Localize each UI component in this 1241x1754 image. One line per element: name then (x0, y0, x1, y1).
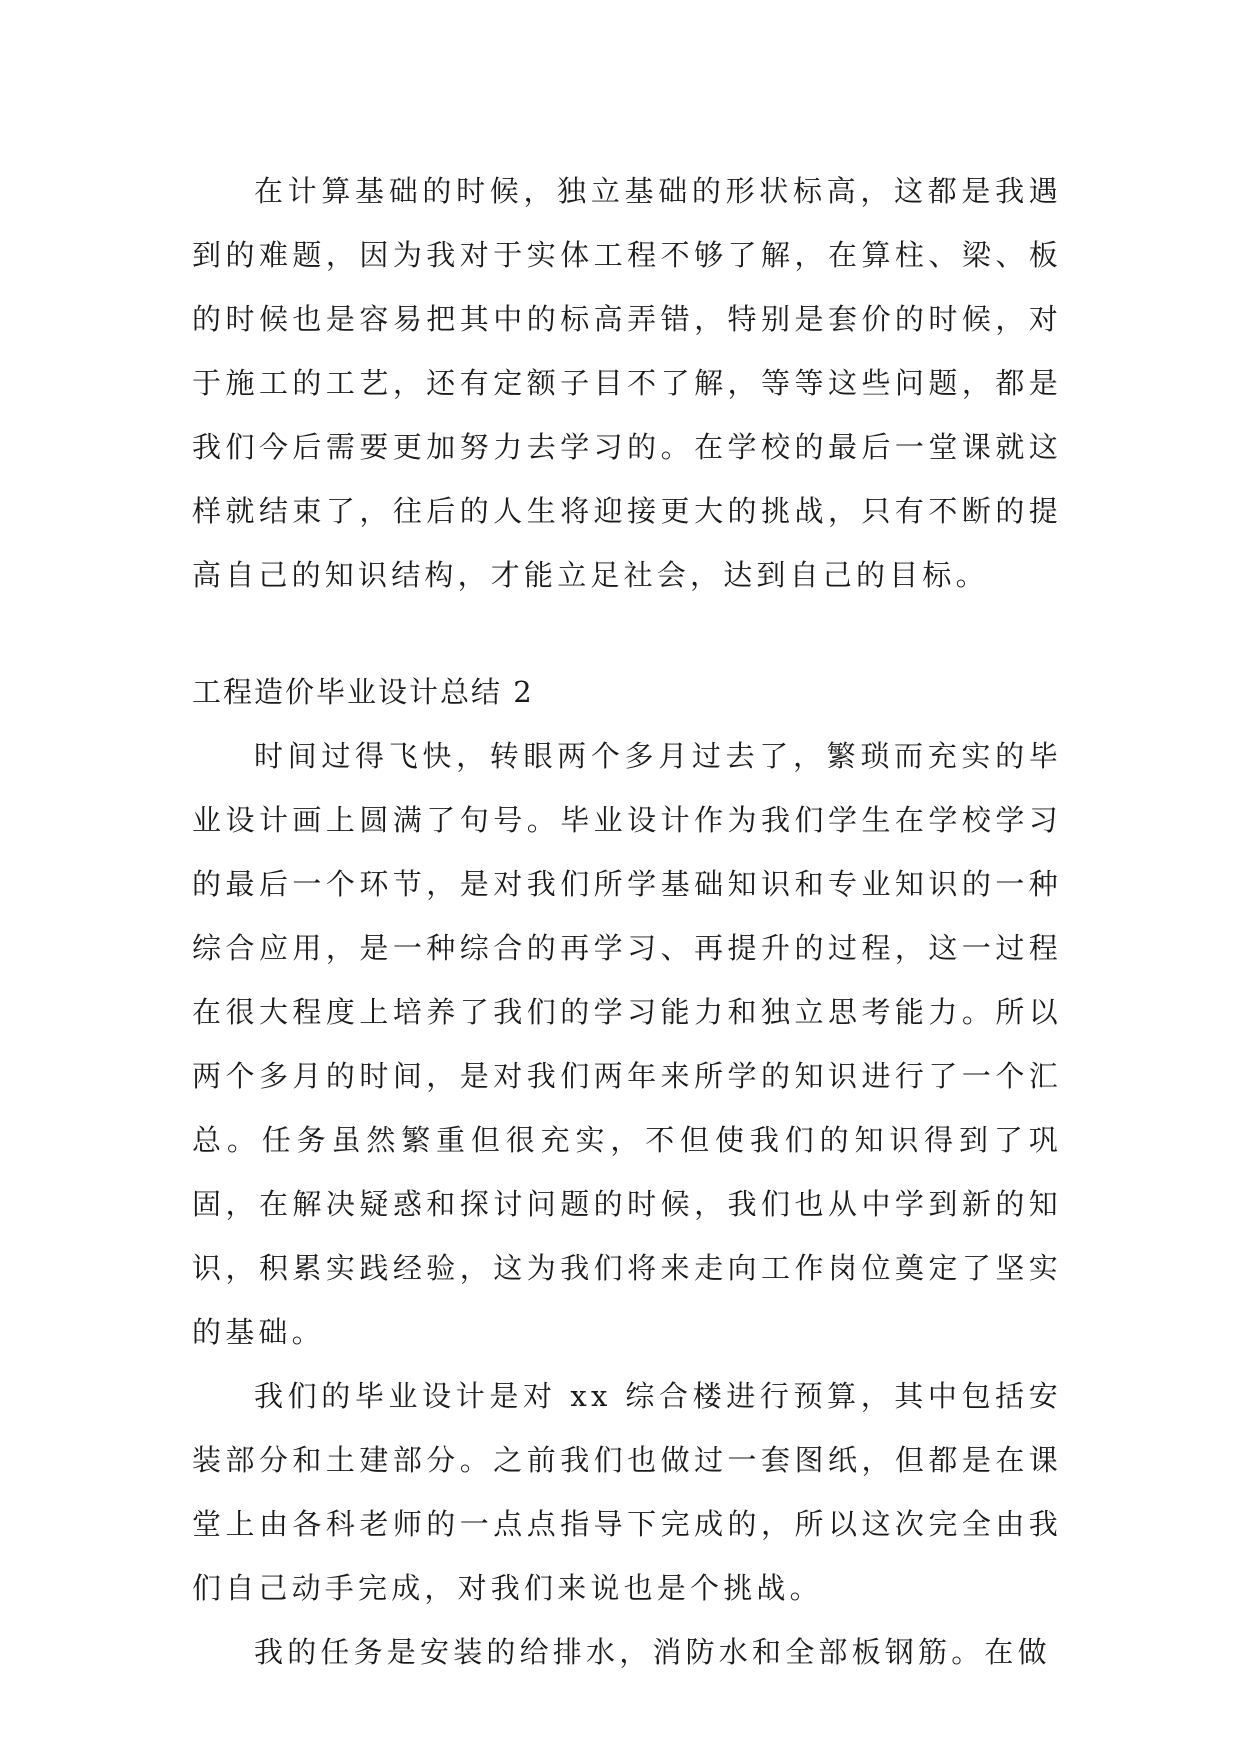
paragraph-body-1: 时间过得飞快，转眼两个多月过去了，繁琐而充实的毕业设计画上圆满了句号。毕业设计作为我们学生在学校学习的最后一个环节，是对我们所学基础知识和专业知识的一种综合应用，是一种综合的再学习、再提升的过程，这一过程在很大程度上培养了我们的学习能力和独立思考能力。所以两个多月的时间，是对我们两年来所学的知识进行了一个汇总。任务虽然繁重但很充实，不但使我们的知识得到了巩固，在解决疑惑和探讨问题的时候，我们也从中学到新的知识，积累实践经验，这为我们将来走向工作岗位奠定了坚实的基础。 (192, 739, 1062, 1349)
paragraph-body-2: 我们的毕业设计是对 xx 综合楼进行预算，其中包括安装部分和土建部分。之前我们也做过一套图纸，但都是在课堂上由各科老师的一点点指导下完成的，所以这次完全由我们自己动手完成，对我们来说也是个挑战。 (192, 1379, 1062, 1605)
paragraph-intro: 在计算基础的时候，独立基础的形状标高，这都是我遇到的难题，因为我对于实体工程不够了解，在算柱、梁、板的时候也是容易把其中的标高弄错，特别是套价的时候，对于施工的工艺，还有定额子目不了解，等等这些问题，都是我们今后需要更加努力去学习的。在学校的最后一堂课就这样就结束了，往后的人生将迎接更大的挑战，只有不断的提高自己的知识结构，才能立足社会，达到自己的目标。 (192, 174, 1062, 592)
document-page (192, 159, 1062, 1684)
paragraph-body-3: 我的任务是安装的给排水，消防水和全部板钢筋。在做 (254, 1635, 1051, 1669)
section-title: 工程造价毕业设计总结 2 (192, 675, 534, 709)
